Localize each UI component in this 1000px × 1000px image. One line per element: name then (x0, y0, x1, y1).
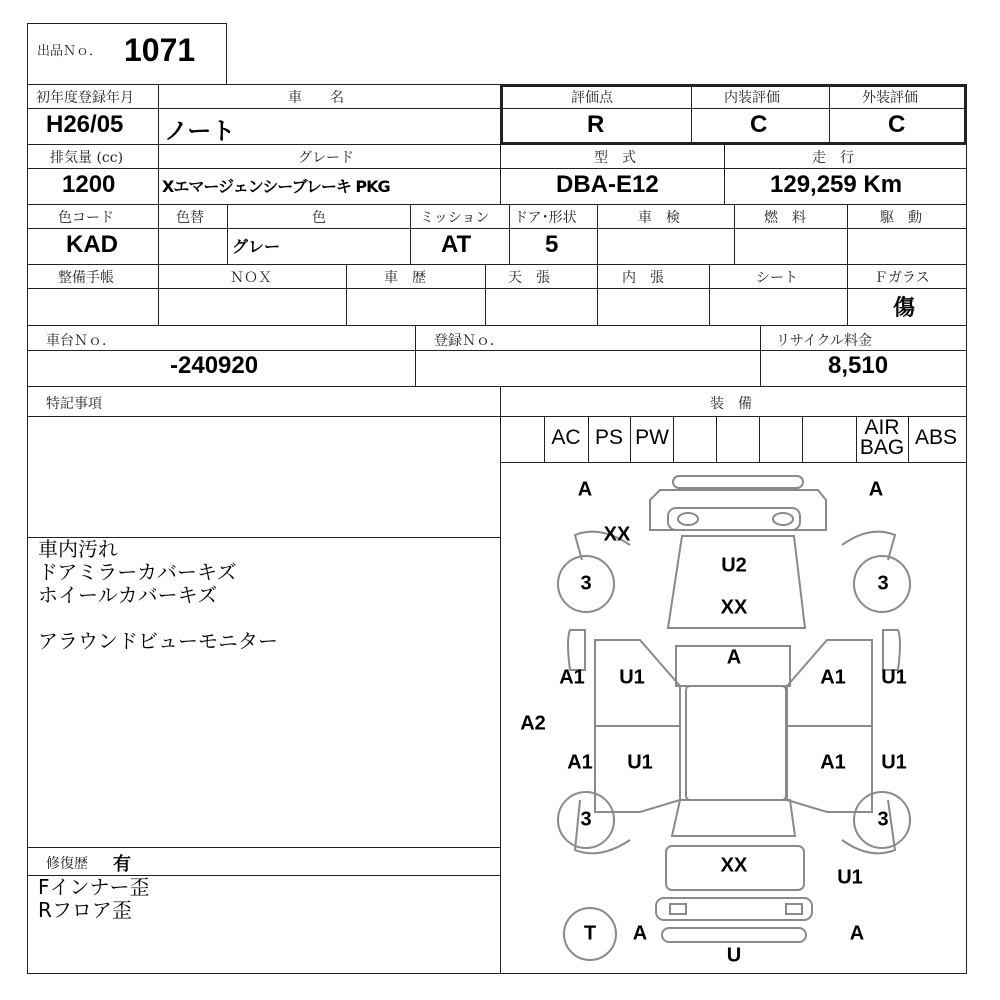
grade-label: グレード (298, 150, 354, 166)
car-name-value: ノート (164, 117, 236, 145)
damage-mark: U (726, 944, 742, 967)
front-glass-label: Ｆガラス (874, 270, 930, 286)
remark-line: アラウンドビューモニター (38, 629, 278, 653)
remark-line: ホイールカバーキズ (38, 583, 218, 607)
interior-eval-value: C (750, 111, 768, 138)
remark-line: ドアミラーカバーキズ (38, 560, 237, 584)
damage-mark: A (726, 646, 742, 669)
damage-mark: 3 (580, 572, 592, 595)
damage-mark: XX (603, 523, 631, 546)
repair-line: Fインナー歪 (38, 875, 150, 899)
door-value: 5 (545, 231, 559, 258)
damage-mark: A2 (520, 712, 546, 735)
eval-score-label: 評価点 (571, 90, 613, 106)
repair-label: 修復歴 (46, 856, 88, 872)
damage-mark: U2 (721, 554, 747, 577)
recycle-label: リサイクル料金 (776, 333, 873, 349)
equip-pw: PW (635, 426, 669, 449)
lot-label: 出品Ｎｏ． (37, 44, 103, 59)
repair-value: 有 (113, 854, 131, 875)
damage-mark: U1 (881, 751, 907, 774)
exterior-eval-label: 外装評価 (862, 90, 918, 106)
equip-airbag: AIR BAG (859, 416, 905, 459)
recycle-value: 8,510 (828, 352, 889, 379)
damage-mark: U1 (619, 666, 645, 689)
inspection-label: 車 検 (638, 210, 680, 226)
model-type-value: DBA-E12 (556, 171, 659, 198)
damage-mark: A1 (559, 666, 585, 689)
interior-eval-label: 内装評価 (724, 90, 780, 106)
interior-lining-label: 内 張 (622, 270, 664, 286)
displacement-label: 排気量 (cc) (50, 150, 124, 166)
car-name-label: 車 名 (288, 90, 344, 106)
damage-mark: 3 (877, 808, 889, 831)
damage-mark: A (632, 922, 648, 945)
equip-ps: PS (594, 426, 624, 449)
damage-mark: A1 (820, 666, 846, 689)
nox-label: ＮＯＸ (230, 270, 272, 286)
grade-value: Xエマージェンシーブレーキ PKG (162, 177, 390, 196)
damage-mark: XX (720, 854, 748, 877)
equip-ac: AC (551, 426, 581, 449)
damage-mark: A (849, 922, 865, 945)
color-label: 色 (312, 210, 326, 226)
repair-text (38, 876, 150, 922)
color-code-label: 色コード (58, 210, 114, 226)
damage-mark: 3 (877, 572, 889, 595)
fuel-label: 燃 料 (764, 210, 806, 226)
remarks-label: 特記事項 (46, 396, 102, 412)
equip-abs: ABS (914, 426, 958, 449)
repair-line: Rフロア歪 (38, 898, 132, 922)
reg-no-label: 登録Ｎｏ． (434, 333, 504, 349)
repaint-label: 色替 (176, 210, 204, 226)
eval-score-value: R (587, 111, 605, 138)
service-book-label: 整備手帳 (58, 270, 114, 286)
damage-mark: T (583, 922, 597, 945)
front-glass-value: 傷 (893, 296, 916, 321)
transmission-label: ミッション (420, 210, 490, 226)
damage-mark: A1 (567, 751, 593, 774)
color-code-value: KAD (66, 231, 118, 258)
chassis-value: -240920 (170, 352, 259, 379)
damage-mark: A (868, 478, 884, 501)
remark-line (38, 607, 278, 630)
damage-mark: A (577, 478, 593, 501)
equipment-label: 装 備 (710, 396, 752, 412)
drive-label: 駆 動 (880, 210, 922, 226)
model-type-label: 型 式 (594, 150, 636, 166)
transmission-value: AT (441, 231, 472, 258)
color-value: グレー (232, 237, 281, 256)
remark-line: 車内汚れ (38, 537, 118, 561)
damage-mark: U1 (627, 751, 653, 774)
first-reg-label: 初年度登録年月 (36, 90, 134, 106)
displacement-value: 1200 (62, 171, 116, 198)
mileage-value: 129,259 Km (770, 171, 903, 198)
damage-mark: 3 (580, 808, 592, 831)
damage-mark: U1 (837, 866, 863, 889)
damage-mark: XX (720, 596, 748, 619)
remarks-text (38, 538, 278, 653)
chassis-label: 車台Ｎｏ． (46, 333, 116, 349)
door-label: ドア･形状 (514, 210, 577, 226)
seat-label: シート (756, 270, 798, 286)
damage-mark: A1 (820, 751, 846, 774)
lot-number: 1071 (124, 32, 196, 68)
damage-mark: U1 (881, 666, 907, 689)
sunroof-label: 天 張 (508, 270, 550, 286)
first-reg-value: H26/05 (46, 111, 124, 138)
exterior-eval-value: C (888, 111, 906, 138)
car-history-label: 車 歴 (384, 270, 426, 286)
mileage-label: 走 行 (812, 150, 854, 166)
car-damage-diagram (500, 462, 967, 974)
